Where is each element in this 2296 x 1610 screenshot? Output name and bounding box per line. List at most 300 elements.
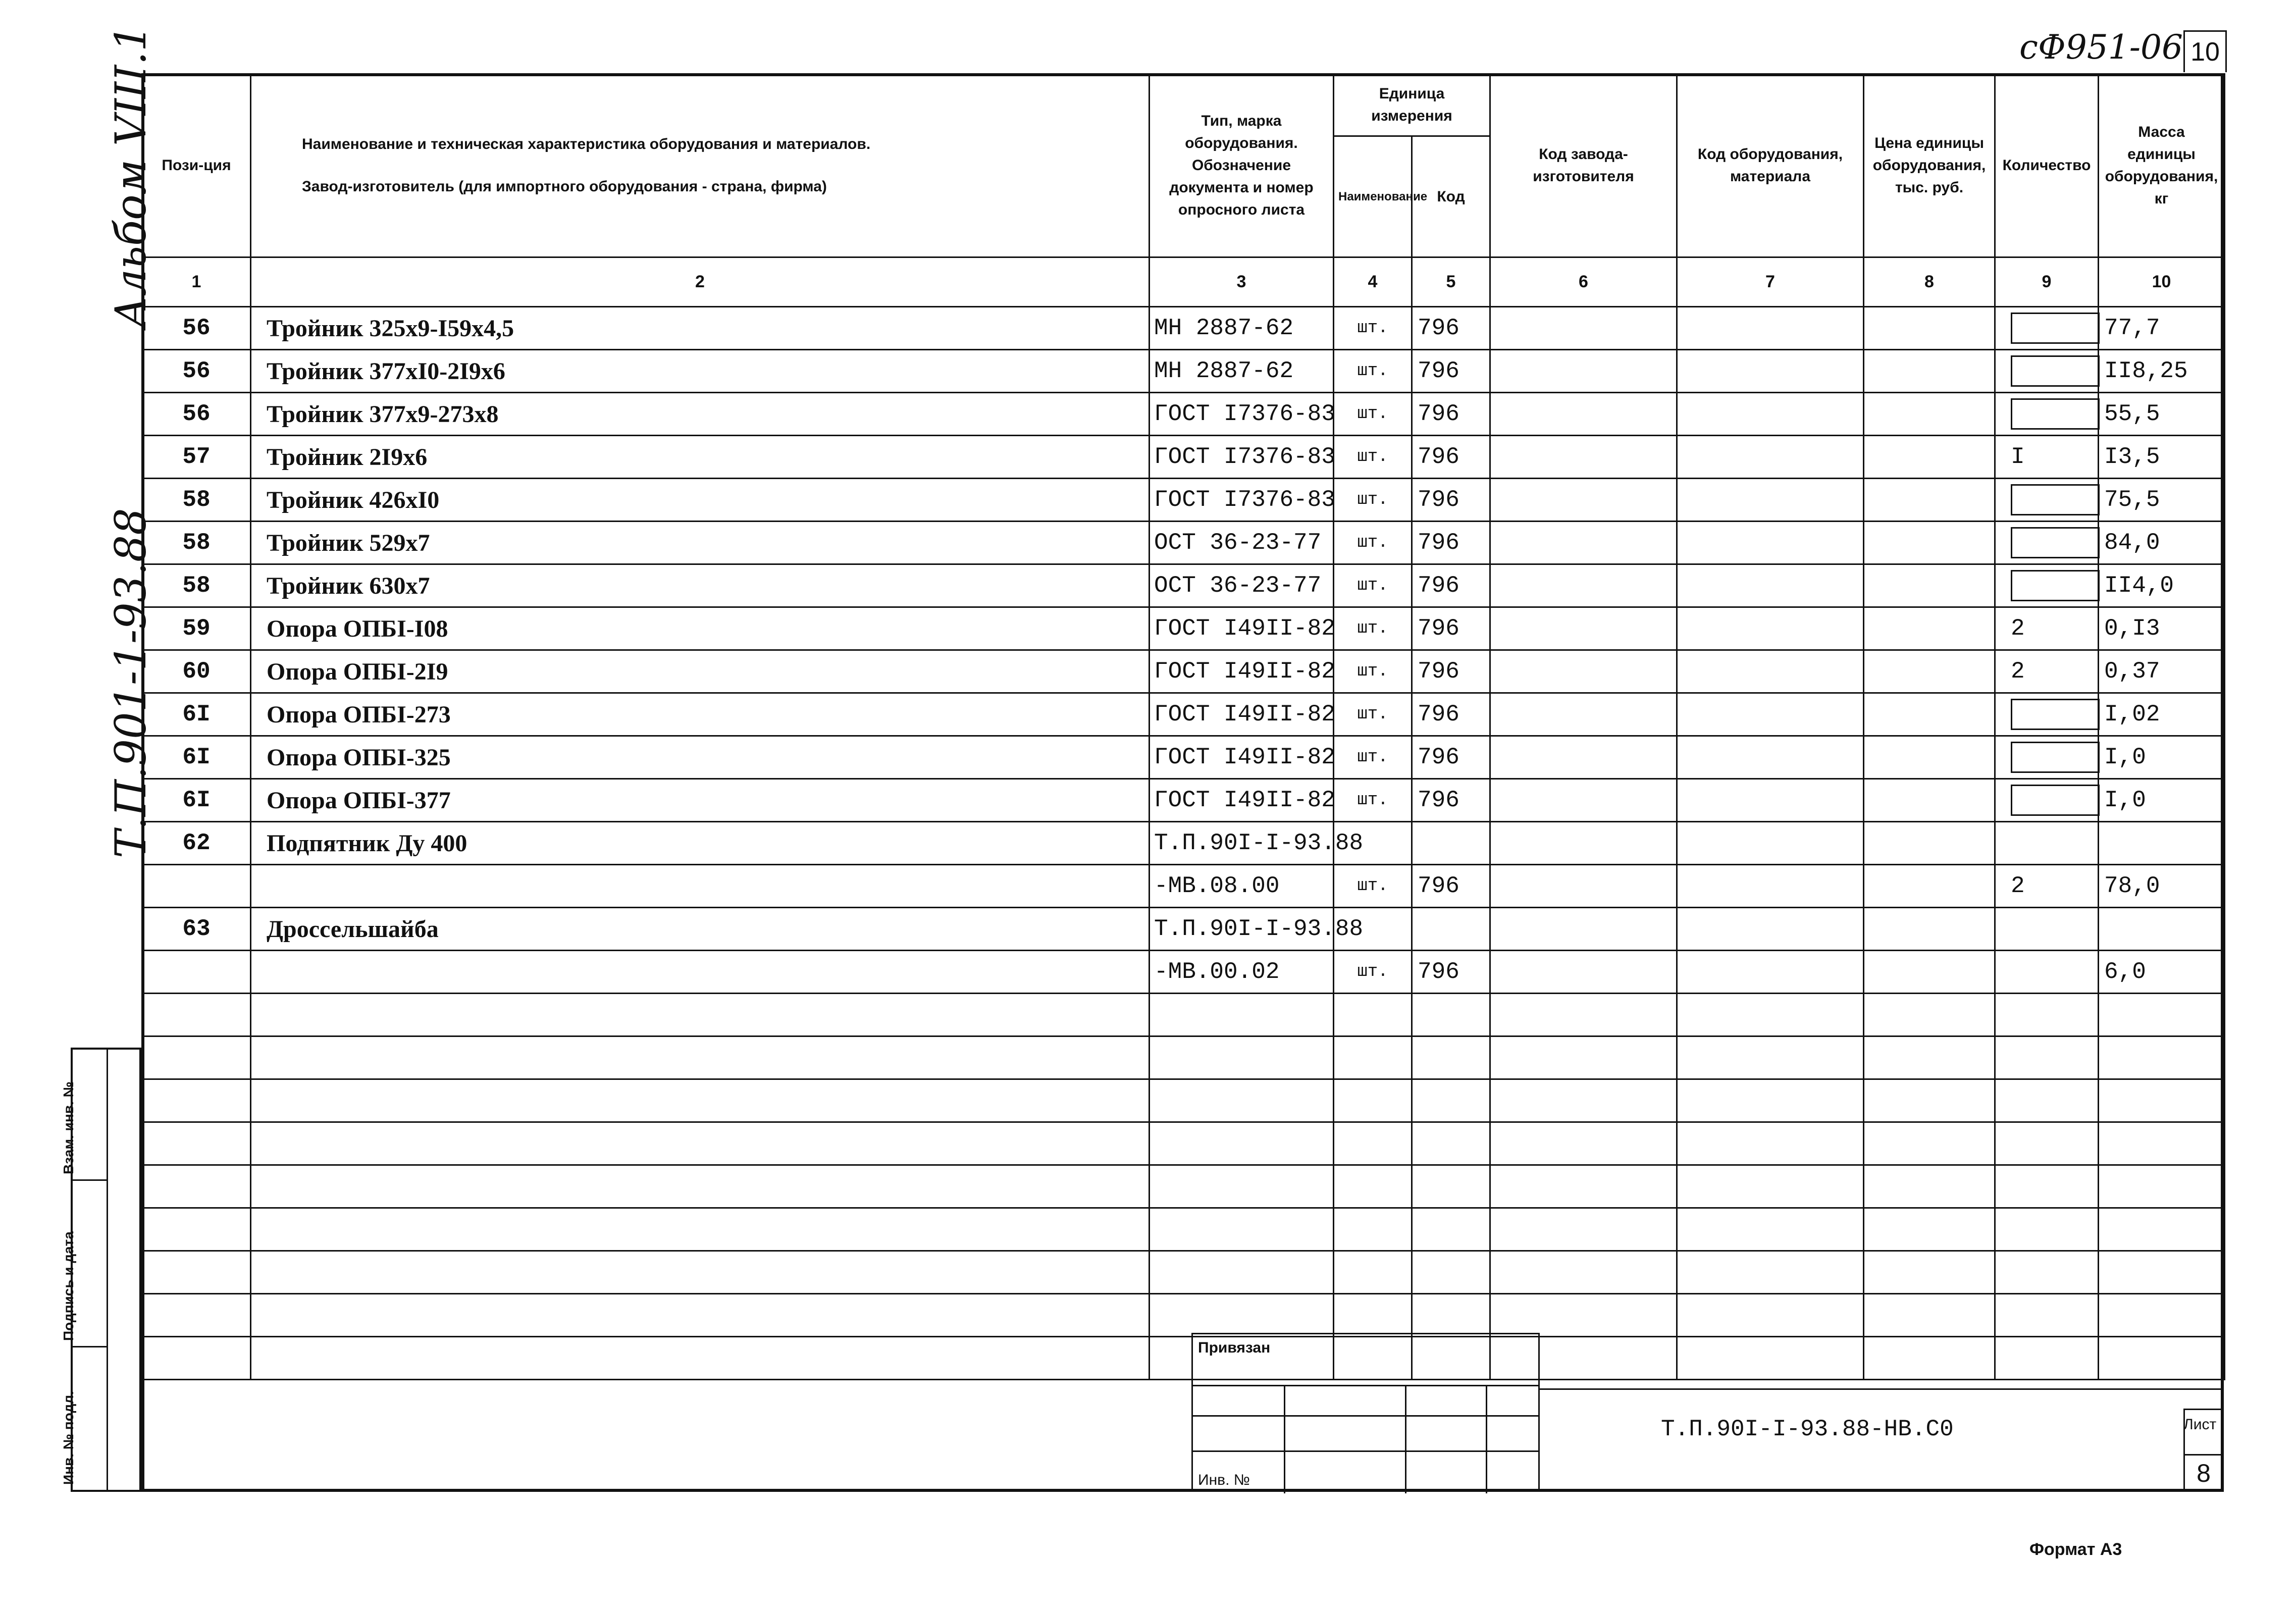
empty-cell xyxy=(1677,1122,1864,1165)
unit-code-cell xyxy=(1412,908,1490,951)
unit-cell: шт. xyxy=(1334,436,1412,479)
quantity-box xyxy=(2011,527,2100,558)
mass-cell: 84,0 xyxy=(2099,522,2225,564)
header-unit-group: Единица измерения xyxy=(1334,74,1490,136)
mass-cell: I,02 xyxy=(2099,693,2225,736)
mass-cell: I,0 xyxy=(2099,736,2225,779)
header-unit-code: Код xyxy=(1412,136,1490,257)
name-cell: Тройник 529x7 xyxy=(251,522,1150,564)
empty-cell xyxy=(1490,1079,1677,1122)
doc-cell: МН 2887-62 xyxy=(1150,350,1334,393)
position-cell: 6I xyxy=(142,693,251,736)
factory-code-cell xyxy=(1490,564,1677,607)
unit-cell: шт. xyxy=(1334,564,1412,607)
mass-cell: II8,25 xyxy=(2099,350,2225,393)
empty-row xyxy=(142,1036,2225,1079)
unit-cell: шт. xyxy=(1334,779,1412,822)
empty-cell xyxy=(1334,1294,1412,1337)
empty-cell xyxy=(1412,1251,1490,1294)
position-cell: 56 xyxy=(142,350,251,393)
unit-code-cell: 796 xyxy=(1412,693,1490,736)
mass-cell: I3,5 xyxy=(2099,436,2225,479)
unit-code-cell: 796 xyxy=(1412,393,1490,436)
price-cell xyxy=(1864,436,1995,479)
empty-cell xyxy=(142,1337,251,1380)
empty-cell xyxy=(1995,1208,2099,1251)
doc-cell: ГОСТ I49II-82 xyxy=(1150,650,1334,693)
project-code-vertical: Т.П.901-1-93.88 xyxy=(106,508,155,858)
empty-cell xyxy=(1490,1036,1677,1079)
factory-code-cell xyxy=(1490,436,1677,479)
header-name xyxy=(251,74,1150,257)
format-label: Формат А3 xyxy=(2029,1540,2122,1559)
quantity-cell xyxy=(1995,779,2099,822)
price-cell xyxy=(1864,908,1995,951)
factory-code-cell xyxy=(1490,951,1677,994)
empty-cell xyxy=(1490,1208,1677,1251)
name-cell: Опора ОПБI-273 xyxy=(251,693,1150,736)
empty-cell xyxy=(2099,1122,2225,1165)
position-cell: 56 xyxy=(142,393,251,436)
quantity-cell xyxy=(1995,564,2099,607)
table-row xyxy=(142,822,2225,865)
factory-code-cell xyxy=(1490,693,1677,736)
empty-cell xyxy=(2099,1036,2225,1079)
header-name-line2: Завод-изготовитель (для импортного оборудования - страна, фирма) xyxy=(302,178,827,195)
header-mass: Масса единицы оборудования, кг xyxy=(2099,74,2225,257)
factory-code-cell xyxy=(1490,779,1677,822)
empty-cell xyxy=(251,1079,1150,1122)
empty-cell xyxy=(1150,994,1334,1036)
doc-cell: -МВ.00.02 xyxy=(1150,951,1334,994)
empty-cell xyxy=(1995,1337,2099,1380)
table-row xyxy=(142,307,2225,350)
name-cell: Опора ОПБI-I08 xyxy=(251,607,1150,650)
empty-cell xyxy=(1150,1036,1334,1079)
unit-cell: шт. xyxy=(1334,951,1412,994)
empty-cell xyxy=(1412,1122,1490,1165)
empty-cell xyxy=(1864,1337,1995,1380)
table-row xyxy=(142,779,2225,822)
stamp-original-cell: Инв. № подл. xyxy=(61,1391,76,1485)
quantity-box xyxy=(2011,355,2100,387)
unit-cell: шт. xyxy=(1334,736,1412,779)
empty-cell xyxy=(1490,1165,1677,1208)
table-row xyxy=(142,479,2225,522)
quantity-cell xyxy=(1995,393,2099,436)
header-name-line1: Наименование и техническая характеристика оборудования и материалов. xyxy=(302,136,871,152)
mass-cell xyxy=(2099,908,2225,951)
header-doc: Тип, марка оборудования. Обозначение документа и номер опросного листа xyxy=(1150,74,1334,257)
empty-cell xyxy=(1334,994,1412,1036)
empty-cell xyxy=(2099,1251,2225,1294)
doc-cell: ГОСТ I49II-82 xyxy=(1150,607,1334,650)
empty-row xyxy=(142,994,2225,1036)
quantity-cell xyxy=(1995,951,2099,994)
empty-cell xyxy=(1995,1036,2099,1079)
empty-cell xyxy=(251,1208,1150,1251)
price-cell xyxy=(1864,607,1995,650)
empty-cell xyxy=(1150,1251,1334,1294)
empty-cell xyxy=(1995,1165,2099,1208)
empty-cell xyxy=(1412,1294,1490,1337)
table-row xyxy=(142,693,2225,736)
corner-code: сФ951-06 xyxy=(2019,28,2183,67)
column-number: 7 xyxy=(1677,257,1864,307)
empty-cell xyxy=(142,1122,251,1165)
specification-table xyxy=(141,73,2225,1380)
table-row xyxy=(142,522,2225,564)
factory-code-cell xyxy=(1490,908,1677,951)
empty-cell xyxy=(2099,1079,2225,1122)
name-cell xyxy=(251,951,1150,994)
mass-cell: II4,0 xyxy=(2099,564,2225,607)
binding-block xyxy=(1191,1333,1540,1492)
album-title: Альбом VIII.1 xyxy=(106,24,155,328)
equipment-code-cell xyxy=(1677,908,1864,951)
empty-cell xyxy=(251,1165,1150,1208)
position-cell: 60 xyxy=(142,650,251,693)
name-cell: Опора ОПБI-325 xyxy=(251,736,1150,779)
empty-cell xyxy=(142,1079,251,1122)
price-cell xyxy=(1864,350,1995,393)
empty-cell xyxy=(1150,1079,1334,1122)
factory-code-cell xyxy=(1490,865,1677,908)
quantity-box xyxy=(2011,398,2100,430)
equipment-code-cell xyxy=(1677,736,1864,779)
empty-cell xyxy=(2099,1294,2225,1337)
column-number: 10 xyxy=(2099,257,2225,307)
empty-cell xyxy=(1490,1122,1677,1165)
unit-cell: шт. xyxy=(1334,393,1412,436)
empty-cell xyxy=(1150,1122,1334,1165)
unit-cell: шт. xyxy=(1334,350,1412,393)
unit-code-cell: 796 xyxy=(1412,951,1490,994)
quantity-cell xyxy=(1995,908,2099,951)
position-cell: 62 xyxy=(142,822,251,865)
empty-cell xyxy=(1995,994,2099,1036)
empty-cell xyxy=(251,994,1150,1036)
empty-cell xyxy=(1412,1079,1490,1122)
factory-code-cell xyxy=(1490,479,1677,522)
empty-cell xyxy=(142,994,251,1036)
empty-cell xyxy=(1334,1251,1412,1294)
empty-cell xyxy=(142,1165,251,1208)
name-cell xyxy=(251,865,1150,908)
quantity-cell: 2 xyxy=(1995,865,2099,908)
sheet-number: 8 xyxy=(2183,1454,2224,1492)
position-cell: 58 xyxy=(142,564,251,607)
empty-cell xyxy=(1677,1294,1864,1337)
unit-code-cell: 796 xyxy=(1412,436,1490,479)
document-code: Т.П.90I-I-93.88-НВ.С0 xyxy=(1661,1416,1954,1442)
mass-cell: 75,5 xyxy=(2099,479,2225,522)
price-cell xyxy=(1864,650,1995,693)
quantity-cell xyxy=(1995,522,2099,564)
empty-cell xyxy=(2099,1208,2225,1251)
unit-code-cell: 796 xyxy=(1412,779,1490,822)
empty-cell xyxy=(142,1208,251,1251)
position-cell: 56 xyxy=(142,307,251,350)
empty-cell xyxy=(1677,1251,1864,1294)
empty-cell xyxy=(251,1036,1150,1079)
empty-cell xyxy=(251,1251,1150,1294)
empty-cell xyxy=(1677,1165,1864,1208)
mass-cell: 0,37 xyxy=(2099,650,2225,693)
empty-cell xyxy=(251,1337,1150,1380)
header-row xyxy=(142,74,2225,136)
mass-cell: I,0 xyxy=(2099,779,2225,822)
quantity-cell xyxy=(1995,693,2099,736)
empty-row xyxy=(142,1165,2225,1208)
mass-cell: 6,0 xyxy=(2099,951,2225,994)
sheet-label: Лист xyxy=(2183,1416,2217,1433)
empty-cell xyxy=(1864,994,1995,1036)
empty-cell xyxy=(1995,1079,2099,1122)
factory-code-cell xyxy=(1490,393,1677,436)
unit-cell: шт. xyxy=(1334,307,1412,350)
doc-cell: ГОСТ I7376-83 xyxy=(1150,479,1334,522)
page-number: 10 xyxy=(2183,30,2227,72)
doc-cell: -МВ.08.00 xyxy=(1150,865,1334,908)
factory-code-cell xyxy=(1490,522,1677,564)
empty-cell xyxy=(1995,1294,2099,1337)
quantity-box xyxy=(2011,313,2100,344)
position-cell xyxy=(142,951,251,994)
column-number: 3 xyxy=(1150,257,1334,307)
empty-cell xyxy=(1334,1122,1412,1165)
empty-cell xyxy=(1150,1208,1334,1251)
unit-code-cell: 796 xyxy=(1412,307,1490,350)
quantity-cell xyxy=(1995,350,2099,393)
name-cell: Подпятник Ду 400 xyxy=(251,822,1150,865)
empty-cell xyxy=(1864,1036,1995,1079)
empty-cell xyxy=(1864,1165,1995,1208)
empty-row xyxy=(142,1294,2225,1337)
name-cell: Дроссельшайба xyxy=(251,908,1150,951)
quantity-box xyxy=(2011,785,2100,816)
quantity-box xyxy=(2011,484,2100,515)
empty-cell xyxy=(1490,1294,1677,1337)
unit-code-cell xyxy=(1412,822,1490,865)
column-number: 2 xyxy=(251,257,1150,307)
empty-cell xyxy=(1677,1079,1864,1122)
name-cell: Тройник 2I9x6 xyxy=(251,436,1150,479)
empty-cell xyxy=(1995,1122,2099,1165)
name-cell: Тройник 377xI0-2I9x6 xyxy=(251,350,1150,393)
inv-label: Инв. № xyxy=(1198,1472,1250,1488)
equipment-code-cell xyxy=(1677,607,1864,650)
empty-cell xyxy=(1150,1294,1334,1337)
column-number: 5 xyxy=(1412,257,1490,307)
quantity-box xyxy=(2011,699,2100,730)
empty-cell xyxy=(1864,1294,1995,1337)
equipment-code-cell xyxy=(1677,865,1864,908)
header-quantity: Количество xyxy=(1995,74,2099,257)
header-position: Пози-ция xyxy=(142,74,251,257)
empty-cell xyxy=(1864,1079,1995,1122)
empty-cell xyxy=(1412,1036,1490,1079)
quantity-cell xyxy=(1995,307,2099,350)
position-cell: 58 xyxy=(142,522,251,564)
empty-cell xyxy=(1150,1165,1334,1208)
table-body xyxy=(142,307,2225,1380)
mass-cell xyxy=(2099,822,2225,865)
empty-cell xyxy=(1412,994,1490,1036)
quantity-cell xyxy=(1995,736,2099,779)
equipment-code-cell xyxy=(1677,307,1864,350)
unit-cell: шт. xyxy=(1334,865,1412,908)
mass-cell: 55,5 xyxy=(2099,393,2225,436)
unit-code-cell: 796 xyxy=(1412,479,1490,522)
doc-cell: Т.П.90I-I-93.88 xyxy=(1150,908,1334,951)
empty-cell xyxy=(1490,994,1677,1036)
price-cell xyxy=(1864,736,1995,779)
empty-row xyxy=(142,1122,2225,1165)
empty-cell xyxy=(2099,994,2225,1036)
empty-cell xyxy=(1995,1251,2099,1294)
name-cell: Опора ОПБI-2I9 xyxy=(251,650,1150,693)
doc-cell: Т.П.90I-I-93.88 xyxy=(1150,822,1334,865)
empty-cell xyxy=(1864,1122,1995,1165)
doc-cell: МН 2887-62 xyxy=(1150,307,1334,350)
empty-cell xyxy=(1334,1079,1412,1122)
price-cell xyxy=(1864,393,1995,436)
price-cell xyxy=(1864,307,1995,350)
table-row xyxy=(142,607,2225,650)
unit-cell: шт. xyxy=(1334,479,1412,522)
empty-row xyxy=(142,1208,2225,1251)
empty-cell xyxy=(1334,1165,1412,1208)
equipment-code-cell xyxy=(1677,479,1864,522)
position-cell: 58 xyxy=(142,479,251,522)
unit-cell: шт. xyxy=(1334,650,1412,693)
empty-cell xyxy=(142,1251,251,1294)
equipment-code-cell xyxy=(1677,822,1864,865)
table-row xyxy=(142,650,2225,693)
equipment-code-cell xyxy=(1677,650,1864,693)
equipment-code-cell xyxy=(1677,350,1864,393)
empty-cell xyxy=(1677,1337,1864,1380)
table-row xyxy=(142,865,2225,908)
price-cell xyxy=(1864,564,1995,607)
equipment-code-cell xyxy=(1677,951,1864,994)
price-cell xyxy=(1864,951,1995,994)
column-number: 6 xyxy=(1490,257,1677,307)
mass-cell: 77,7 xyxy=(2099,307,2225,350)
mass-cell: 0,I3 xyxy=(2099,607,2225,650)
doc-cell: ГОСТ I49II-82 xyxy=(1150,736,1334,779)
equipment-code-cell xyxy=(1677,436,1864,479)
price-cell xyxy=(1864,779,1995,822)
factory-code-cell xyxy=(1490,650,1677,693)
quantity-cell xyxy=(1995,822,2099,865)
empty-cell xyxy=(142,1036,251,1079)
equipment-code-cell xyxy=(1677,693,1864,736)
doc-cell: ОСТ 36-23-77 xyxy=(1150,564,1334,607)
empty-row xyxy=(142,1337,2225,1380)
unit-cell: шт. xyxy=(1334,522,1412,564)
position-cell xyxy=(142,865,251,908)
equipment-code-cell xyxy=(1677,564,1864,607)
position-cell: 63 xyxy=(142,908,251,951)
equipment-code-cell xyxy=(1677,779,1864,822)
column-numbers-row xyxy=(142,257,2225,307)
factory-code-cell xyxy=(1490,736,1677,779)
name-cell: Опора ОПБI-377 xyxy=(251,779,1150,822)
price-cell xyxy=(1864,479,1995,522)
name-cell: Тройник 377x9-273x8 xyxy=(251,393,1150,436)
stamp-signature-cell: Подпись и дата xyxy=(73,1181,108,1347)
empty-cell xyxy=(1677,1208,1864,1251)
table-row xyxy=(142,436,2225,479)
doc-cell: ГОСТ I49II-82 xyxy=(1150,779,1334,822)
column-number: 8 xyxy=(1864,257,1995,307)
empty-cell xyxy=(1334,1208,1412,1251)
unit-code-cell: 796 xyxy=(1412,607,1490,650)
equipment-code-cell xyxy=(1677,522,1864,564)
empty-cell xyxy=(1864,1208,1995,1251)
factory-code-cell xyxy=(1490,350,1677,393)
header-factory-code: Код завода-изготовителя xyxy=(1490,74,1677,257)
price-cell xyxy=(1864,522,1995,564)
stamp-replacement-cell: Взам. инв. № xyxy=(73,1050,108,1181)
unit-cell: шт. xyxy=(1334,607,1412,650)
unit-code-cell: 796 xyxy=(1412,564,1490,607)
doc-cell: ГОСТ I7376-83 xyxy=(1150,436,1334,479)
position-cell: 6I xyxy=(142,779,251,822)
unit-code-cell: 796 xyxy=(1412,650,1490,693)
price-cell xyxy=(1864,822,1995,865)
unit-code-cell: 796 xyxy=(1412,865,1490,908)
unit-cell: шт. xyxy=(1334,693,1412,736)
price-cell xyxy=(1864,693,1995,736)
equipment-code-cell xyxy=(1677,393,1864,436)
mass-cell: 78,0 xyxy=(2099,865,2225,908)
name-cell: Тройник 325x9-I59x4,5 xyxy=(251,307,1150,350)
quantity-box xyxy=(2011,742,2100,773)
doc-cell: ГОСТ I49II-82 xyxy=(1150,693,1334,736)
factory-code-cell xyxy=(1490,307,1677,350)
header-equipment-code: Код оборудования, материала xyxy=(1677,74,1864,257)
header-price: Цена единицы оборудования, тыс. руб. xyxy=(1864,74,1995,257)
unit-code-cell: 796 xyxy=(1412,522,1490,564)
name-cell: Тройник 426xI0 xyxy=(251,479,1150,522)
empty-cell xyxy=(251,1294,1150,1337)
empty-row xyxy=(142,1079,2225,1122)
quantity-box xyxy=(2011,570,2100,601)
empty-cell xyxy=(1490,1251,1677,1294)
price-cell xyxy=(1864,865,1995,908)
empty-cell xyxy=(1412,1208,1490,1251)
column-number: 4 xyxy=(1334,257,1412,307)
table-row xyxy=(142,951,2225,994)
quantity-cell xyxy=(1995,479,2099,522)
empty-cell xyxy=(251,1122,1150,1165)
empty-cell xyxy=(1677,994,1864,1036)
quantity-cell: 2 xyxy=(1995,607,2099,650)
empty-cell xyxy=(1677,1036,1864,1079)
column-number: 9 xyxy=(1995,257,2099,307)
table-row xyxy=(142,564,2225,607)
table-row xyxy=(142,736,2225,779)
empty-cell xyxy=(2099,1165,2225,1208)
unit-code-cell: 796 xyxy=(1412,350,1490,393)
doc-cell: ГОСТ I7376-83 xyxy=(1150,393,1334,436)
position-cell: 59 xyxy=(142,607,251,650)
name-cell: Тройник 630x7 xyxy=(251,564,1150,607)
table-row xyxy=(142,350,2225,393)
